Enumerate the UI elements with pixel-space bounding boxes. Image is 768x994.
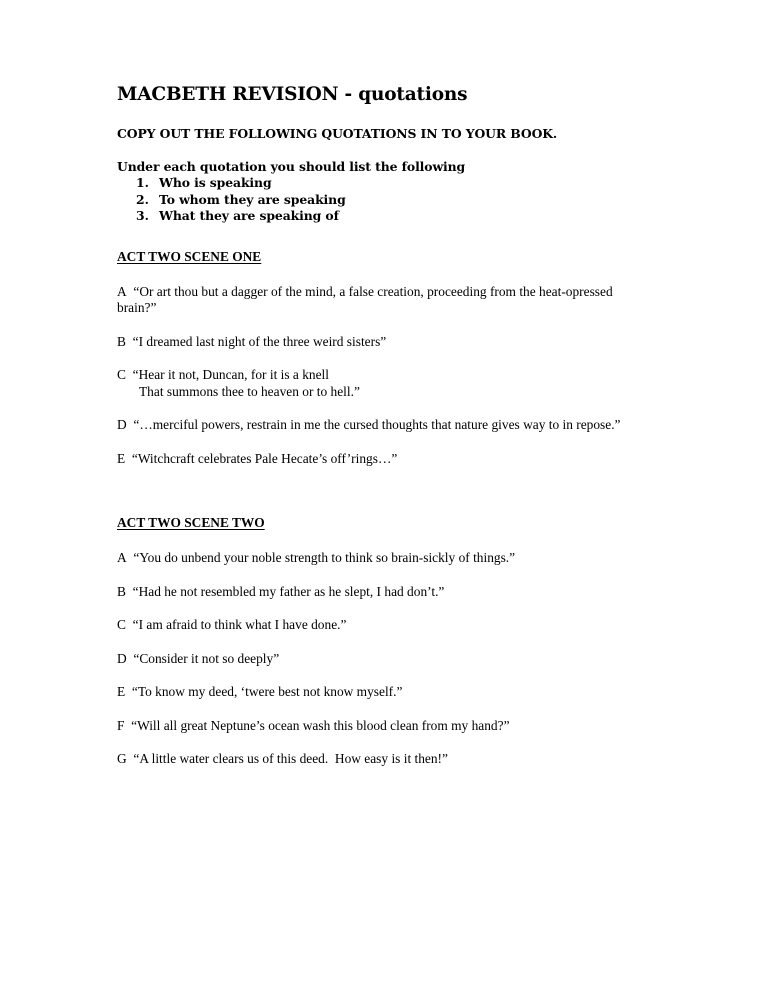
quote-text: “A little water clears us of this deed. How easy is it then!” bbox=[133, 751, 448, 766]
quote-label: F bbox=[117, 717, 125, 733]
quote-text: “Had he not resembled my father as he slept, I had don’t.” bbox=[132, 583, 445, 599]
requirements-intro: Under each quotation you should list the following bbox=[117, 159, 466, 174]
quotation-b1 bbox=[117, 334, 653, 351]
quote-label: A bbox=[117, 550, 127, 565]
quote-label: D bbox=[117, 650, 127, 666]
quote-text: “Or art thou but a dagger of the mind, a false creation, proceeding from the heat-opressed brain?” bbox=[117, 283, 617, 315]
quote-spacer bbox=[125, 451, 132, 466]
act-section-two bbox=[117, 514, 653, 768]
act-two-scene-one-heading: ACT TWO SCENE ONE bbox=[117, 248, 262, 264]
list-item: 3. What they are speaking of bbox=[153, 208, 653, 225]
quote-label: C bbox=[117, 367, 126, 382]
quotation-f2 bbox=[117, 718, 653, 735]
quote-label: B bbox=[117, 333, 126, 349]
quotation-e2 bbox=[117, 684, 653, 701]
quote-spacer bbox=[126, 617, 133, 632]
quote-spacer bbox=[126, 367, 133, 382]
quotation-a1 bbox=[117, 284, 653, 317]
page-title: MACBETH REVISION - quotations bbox=[117, 84, 468, 105]
document-content bbox=[117, 84, 653, 768]
requirements-list bbox=[117, 175, 653, 225]
list-item: 2. To whom they are speaking bbox=[153, 192, 653, 209]
act-heading-wrap bbox=[117, 248, 653, 266]
quote-label: G bbox=[117, 751, 127, 766]
quotation-d2 bbox=[117, 651, 653, 668]
quote-label: D bbox=[117, 417, 127, 432]
quote-text: “Will all great Neptune’s ocean wash this blood clean from my hand?” bbox=[131, 717, 510, 733]
quotation-g2 bbox=[117, 751, 653, 768]
quote-label: C bbox=[117, 617, 126, 632]
quote-spacer bbox=[126, 334, 133, 349]
quote-text: “You do unbend your noble strength to think so brain-sickly of things.” bbox=[133, 550, 516, 565]
quote-text-line-two: That summons thee to heaven or to hell.” bbox=[139, 383, 360, 399]
quote-text: “I dreamed last night of the three weird sisters” bbox=[132, 333, 387, 349]
list-item: 1. Who is speaking bbox=[153, 175, 653, 192]
quotation-b2 bbox=[117, 584, 653, 601]
quote-spacer bbox=[126, 584, 133, 599]
quote-text: “…merciful powers, restrain in me the cursed thoughts that nature gives way to in repose.” bbox=[133, 417, 621, 432]
quote-label: A bbox=[117, 283, 127, 299]
quotation-d1 bbox=[117, 417, 653, 434]
act-heading-wrap bbox=[117, 514, 653, 532]
quote-text: “To know my deed, ‘twere best not know myself.” bbox=[131, 684, 403, 699]
quotation-e1 bbox=[117, 451, 653, 468]
quote-label: E bbox=[117, 450, 126, 466]
quote-label: B bbox=[117, 583, 126, 599]
quote-text: “Witchcraft celebrates Pale Hecate’s off’rings…” bbox=[131, 450, 398, 466]
act-section-one bbox=[117, 248, 653, 468]
quotation-c2 bbox=[117, 617, 653, 634]
quote-text: “Hear it not, Duncan, for it is a knell bbox=[132, 367, 329, 382]
quote-spacer bbox=[125, 684, 132, 699]
quote-text: “I am afraid to think what I have done.” bbox=[132, 617, 347, 632]
quotation-a2 bbox=[117, 550, 653, 567]
quotation-c1 bbox=[117, 367, 653, 400]
quote-text: “Consider it not so deeply” bbox=[133, 650, 280, 666]
act-two-scene-two-heading: ACT TWO SCENE TWO bbox=[117, 515, 265, 530]
quote-label: E bbox=[117, 684, 126, 699]
copy-instruction: COPY OUT THE FOLLOWING QUOTATIONS IN TO YOUR BOOK. bbox=[117, 126, 558, 141]
